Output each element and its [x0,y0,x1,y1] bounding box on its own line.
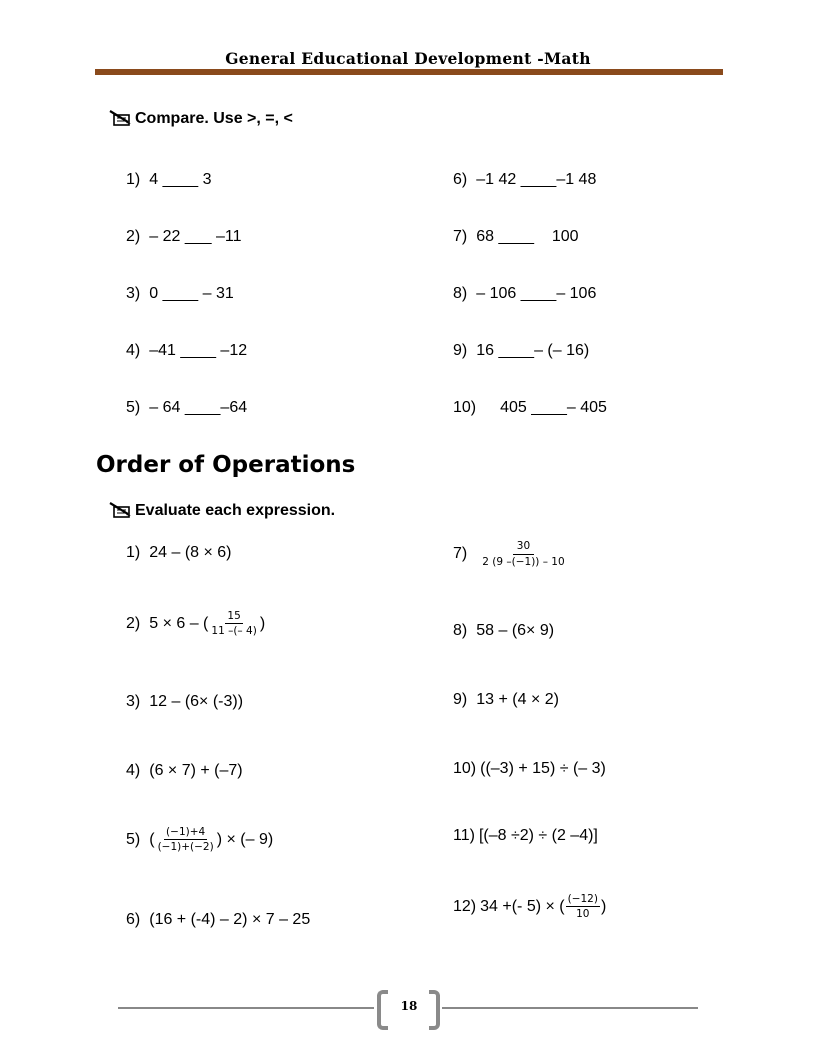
compare-item: 2) – 22 ___ –11 [126,228,242,245]
compare-instruction [108,110,293,128]
compare-item: 9) 16 ____– (– 16) [453,342,590,359]
footer-rule-right [442,1007,698,1009]
expression-item: 7) $\frac{30}{2 (9 -(-1)) - 10}$ [453,540,565,569]
compare-item: 10) 405 ____– 405 [453,399,607,416]
pencil-paper-icon [108,502,134,520]
compare-item: 7) 68 ____ 100 [453,228,579,245]
compare-item: 5) – 64 ____–64 [126,399,248,416]
expression-item: 8) 58 – (6× 9) [453,622,555,639]
footer-rule-left [118,1007,374,1009]
fraction: $\frac{15}{11 -(- 4)}$ [211,610,257,638]
fraction: $\frac{(-1)+4}{(-1)+(-2)}$ [157,826,214,854]
expression-item: 10) ((–3) + 15) ÷ (– 3) [453,760,606,777]
expression-item: 9) 13 + (4 × 2) [453,691,559,708]
expression-item: 1) 24 – (8 × 6) [126,544,232,561]
fraction: $\frac{30}{2 (9 -(-1)) - 10}$ [482,540,565,569]
page-header-title: General Educational Development -Math [225,49,591,68]
evaluate-instruction-text: Evaluate each expression. [135,502,336,519]
expression-item: 6) (16 + (-4) – 2) × 7 – 25 [126,911,311,928]
compare-item: 8) – 106 ____– 106 [453,285,597,302]
expression-item: 11) [(–8 ÷2) ÷ (2 –4)] [453,827,598,844]
expression-item: 5) ( $\frac{(-1)+4}{(-1)+(-2)}$ ) × (– 9) [126,826,274,854]
pencil-paper-icon [108,110,134,128]
compare-instruction-text: Compare. Use >, =, < [135,110,293,127]
expression-item: 2) 5 × 6 – ( $\frac{15}{11 -(- 4)}$ ) [126,610,266,638]
expression-item: 12) 34 +(- 5) × ( $\frac{(-12)}{10}$ ) [453,893,607,921]
header-rule [95,69,723,75]
expression-item: 3) 12 – (6× (-3)) [126,693,244,710]
compare-item: 1) 4 ____ 3 [126,171,212,188]
page-number: 18 [400,999,418,1013]
fraction: $\frac{(-12)}{10}$ [567,893,598,921]
expression-item: 4) (6 × 7) + (–7) [126,762,243,779]
compare-item: 4) –41 ____ –12 [126,342,248,359]
compare-item: 6) –1 42 ____–1 48 [453,171,597,188]
compare-item: 3) 0 ____ – 31 [126,285,234,302]
evaluate-instruction [108,502,335,520]
section-title: Order of Operations [96,452,356,478]
